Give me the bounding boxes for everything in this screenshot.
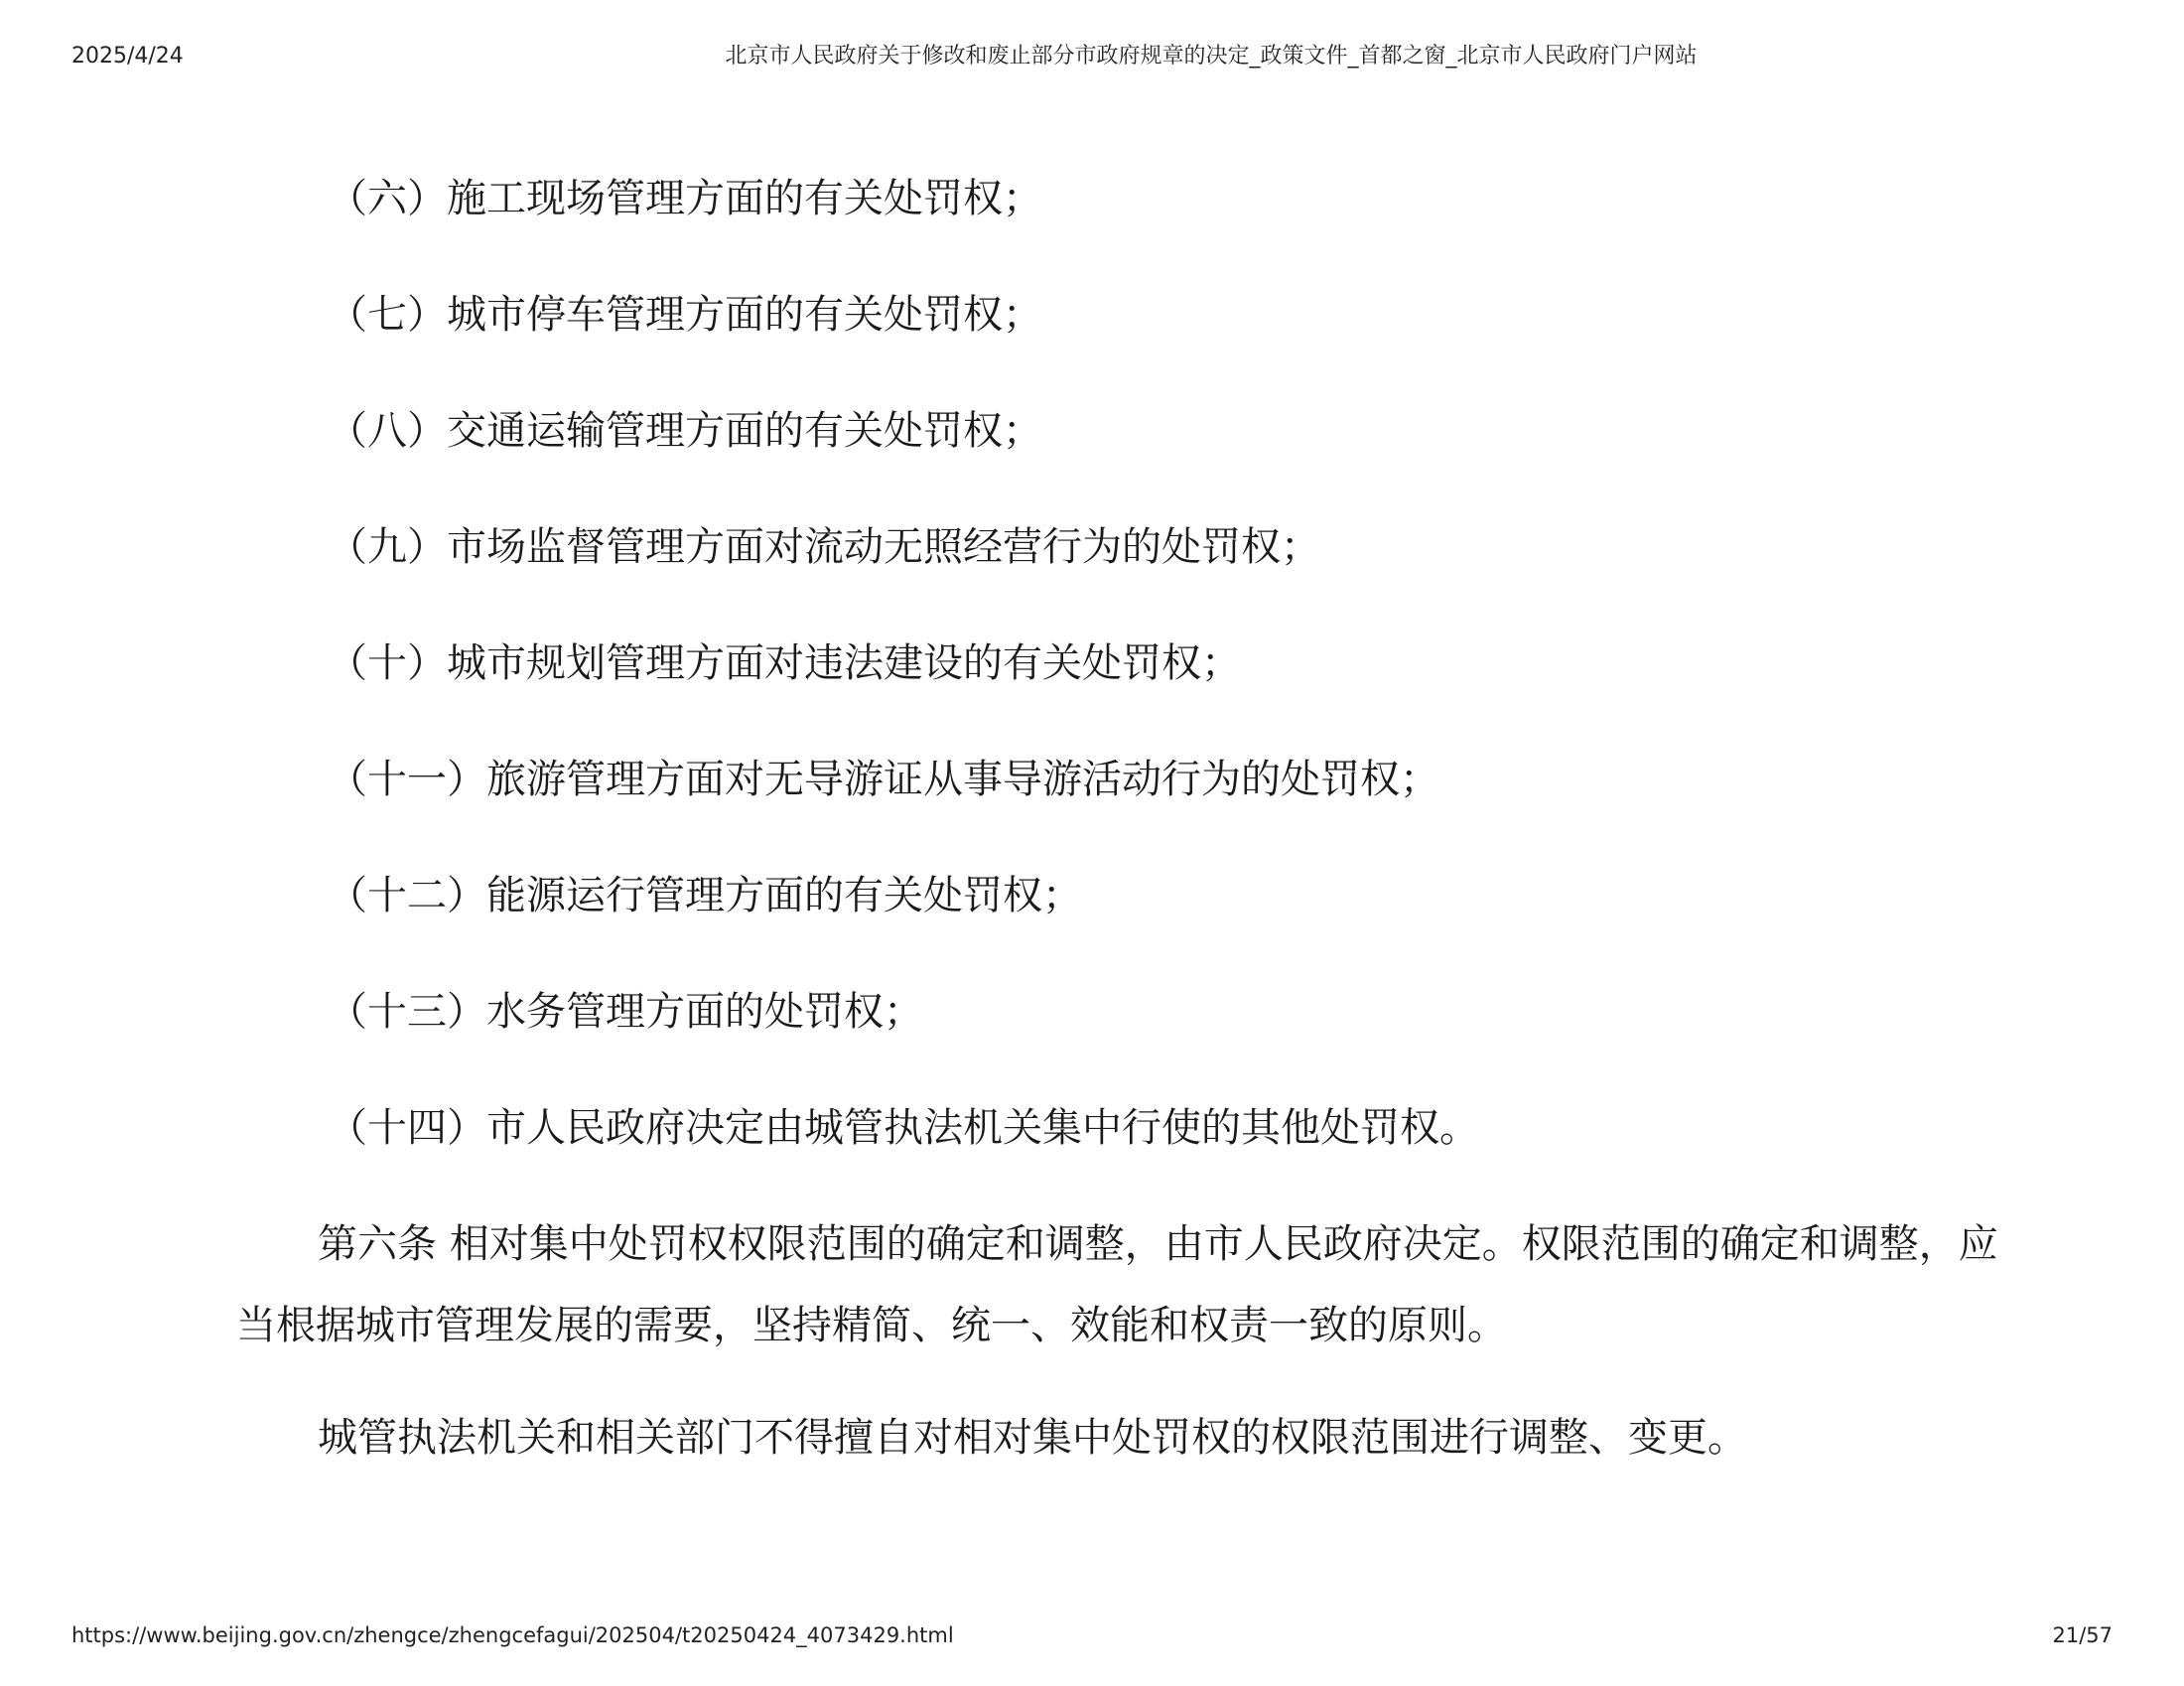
- list-item: （十二）能源运行管理方面的有关处罚权；: [328, 873, 1082, 918]
- document-title: 北京市人民政府关于修改和废止部分市政府规章的决定_政策文件_首都之窗_北京市人民政府门户网站: [725, 44, 1698, 69]
- list-item: （十一）旅游管理方面对无导游证从事导游活动行为的处罚权；: [328, 757, 1439, 802]
- list-item: （九）市场监督管理方面对流动无照经营行为的处罚权；: [328, 524, 1320, 570]
- list-item: （十四）市人民政府决定由城管执法机关集中行使的其他处罚权。: [328, 1105, 1479, 1151]
- source-url: https://www.beijing.gov.cn/zhengce/zhengcefagui/202504/t20250424_4073429.html: [71, 1623, 954, 1647]
- article-paragraph: 城管执法机关和相关部门不得擅自对相对集中处罚权的权限范围进行调整、变更。: [318, 1415, 1747, 1461]
- page-number: 21/57: [2052, 1623, 2113, 1647]
- list-item: （十三）水务管理方面的处罚权；: [328, 989, 923, 1035]
- print-date: 2025/4/24: [71, 44, 184, 69]
- article-paragraph: 第六条 相对集中处罚权权限范围的确定和调整，由市人民政府决定。权限范围的确定和调整，应当根据城市管理发展的需要，坚持精简、统一、效能和权责一致的原则。: [236, 1221, 1998, 1348]
- list-item: （八）交通运输管理方面的有关处罚权；: [328, 408, 1042, 454]
- list-item: （七）城市停车管理方面的有关处罚权；: [328, 292, 1042, 338]
- list-item: （六）施工现场管理方面的有关处罚权；: [328, 176, 1042, 221]
- list-item: （十）城市规划管理方面对违法建设的有关处罚权；: [328, 640, 1241, 686]
